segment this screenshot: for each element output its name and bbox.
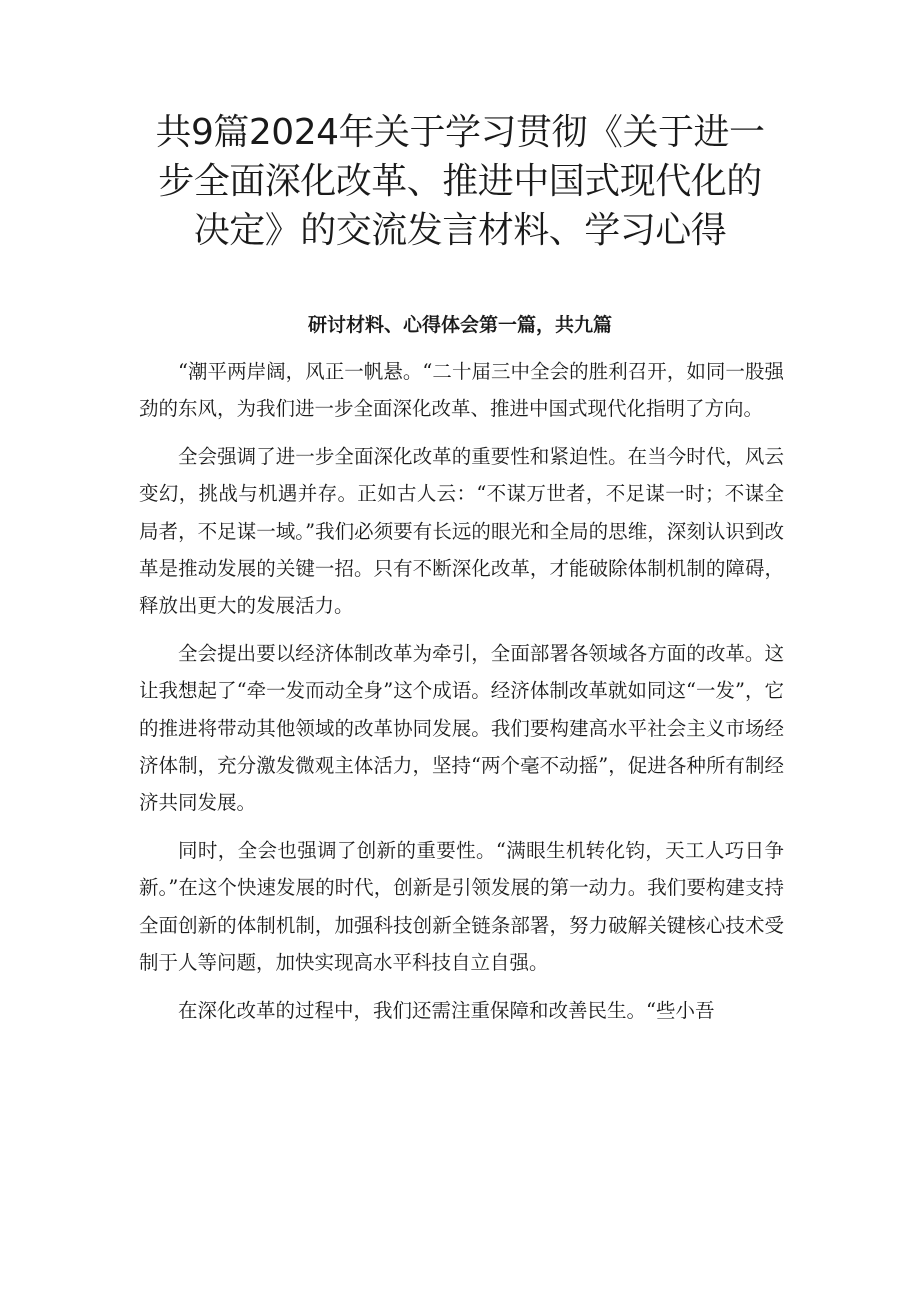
paragraph: 全会提出要以经济体制改革为牵引，全面部署各领域各方面的改革。这让我想起了“牵一发而动全身”这个成语。经济体制改革就如同这“一发”，它的推进将带动其他领域的改革协同发展。我们要构建高水平社会主义市场经济体制，充分激发微观主体活力，坚持“两个毫不动摇”，促进各种所有制经济共同发展。 [139, 641, 784, 815]
section-subtitle: 研讨材料、心得体会第一篇，共九篇 [307, 314, 612, 336]
paragraph: 在深化改革的过程中，我们还需注重保障和改善民生。“些小吾 [178, 998, 715, 1022]
document-title: 共9篇2024年关于学习贯彻《关于进一步全面深化改革、推进中国式现代化的决定》的交流发言材料、学习心得 [155, 112, 765, 251]
document-body [139, 353, 784, 1039]
paragraph: 同时，全会也强调了创新的重要性。“满眼生机转化钧，天工人巧日争新。”在这个快速发展的时代，创新是引领发展的第一动力。我们要构建支持全面创新的体制机制，加强科技创新全链条部署，努力破解关键核心技术受制于人等问题，加快实现高水平科技自立自强。 [139, 838, 784, 975]
paragraph: “潮平两岸阔，风正一帆悬。“二十届三中全会的胜利召开，如同一股强劲的东风，为我们进一步全面深化改革、推进中国式现代化指明了方向。 [139, 360, 784, 421]
paragraph: 全会强调了进一步全面深化改革的重要性和紧迫性。在当今时代，风云变幻，挑战与机遇并存。正如古人云：“不谋万世者，不足谋一时；不谋全局者，不足谋一域。”我们必须要有长远的眼光和全局的思维，深刻认识到改革是推动发展的关键一招。只有不断深化改革，才能破除体制机制的障碍，释放出更大的发展活力。 [139, 444, 784, 618]
